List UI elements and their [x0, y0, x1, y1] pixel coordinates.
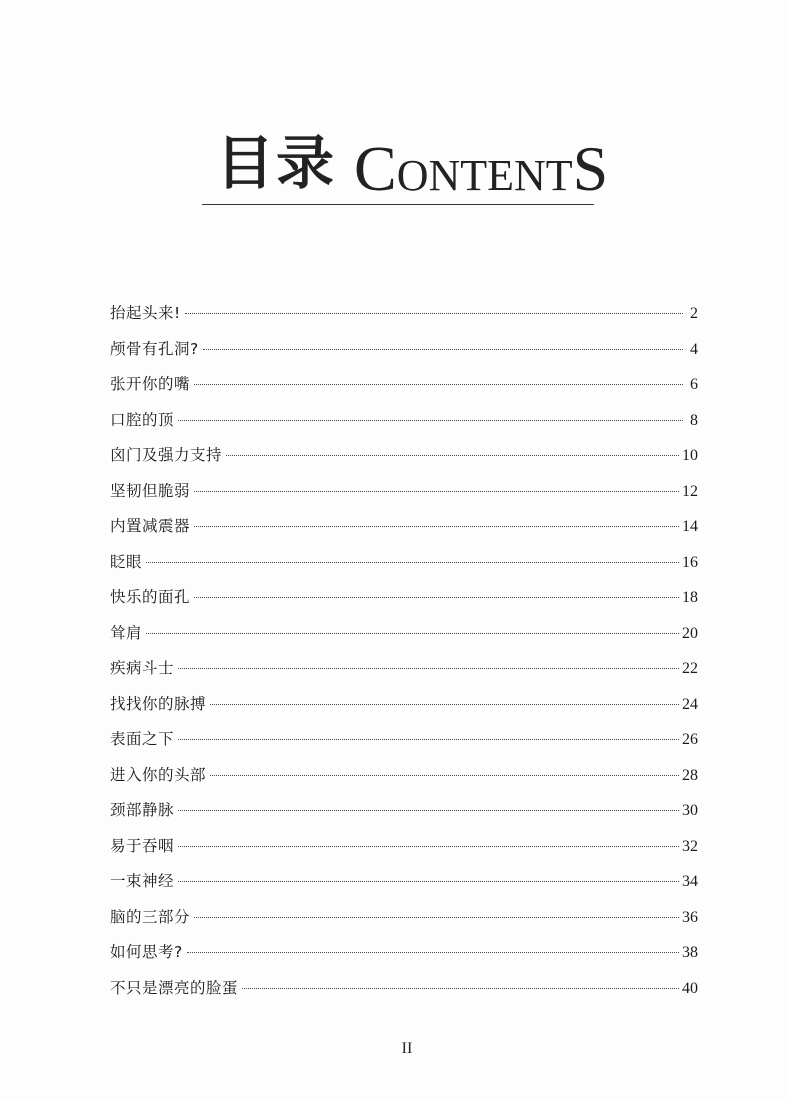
toc-entry[interactable] — [110, 687, 698, 723]
page-title — [208, 128, 609, 208]
toc-entry-page-number: 6 — [690, 376, 698, 393]
toc-entry-page-number: 28 — [682, 766, 698, 784]
toc-entry-page-number: 18 — [682, 589, 698, 606]
dot-leader — [185, 312, 683, 314]
toc-entry-page-number: 34 — [682, 873, 698, 890]
toc-entry[interactable] — [110, 651, 698, 687]
title-english — [354, 134, 608, 211]
toc-entry[interactable] — [110, 864, 698, 900]
toc-entry[interactable] — [110, 758, 698, 794]
toc-entry[interactable] — [110, 367, 698, 403]
dot-leader — [194, 525, 679, 527]
title-underline — [202, 204, 594, 205]
dot-leader — [210, 774, 679, 776]
toc-entry-page-number: 32 — [682, 837, 698, 855]
toc-entry-title: 脑的三部分 — [110, 907, 191, 926]
toc-entry-page-number: 38 — [682, 944, 698, 961]
toc-entry-page-number: 10 — [682, 447, 698, 464]
toc-entry-title: 一束神经 — [110, 872, 175, 890]
toc-entry-page-number: 4 — [690, 340, 698, 358]
toc-entry-title: 易于吞咽 — [110, 836, 175, 855]
toc-entry-title: 颈部静脉 — [110, 801, 175, 819]
toc-entry[interactable] — [110, 580, 698, 616]
toc-entry[interactable] — [110, 722, 698, 758]
toc-entry-page-number: 14 — [682, 518, 698, 535]
table-of-contents — [110, 296, 698, 1006]
toc-entry-page-number: 26 — [682, 731, 698, 748]
toc-entry[interactable] — [110, 296, 698, 332]
toc-entry[interactable] — [110, 438, 698, 474]
toc-entry-title: 疾病斗士 — [110, 659, 175, 677]
toc-entry-title: 如何思考? — [110, 943, 183, 961]
dot-leader — [146, 632, 679, 634]
toc-entry[interactable] — [110, 829, 698, 865]
title-english-middle: ONTENT — [396, 151, 573, 200]
toc-entry[interactable] — [110, 971, 698, 1007]
dot-leader — [187, 951, 679, 953]
dot-leader — [178, 809, 679, 811]
dot-leader — [203, 348, 683, 350]
toc-entry-page-number: 40 — [682, 979, 698, 997]
title-chinese: 目录 — [216, 129, 337, 197]
title-english-final: S — [572, 133, 609, 204]
page-number: II — [401, 1040, 413, 1057]
dot-leader — [194, 916, 679, 918]
dot-leader — [194, 596, 679, 598]
toc-entry-title: 眨眼 — [110, 552, 143, 571]
dot-leader — [178, 845, 679, 847]
toc-entry[interactable] — [110, 793, 698, 829]
toc-entry-title: 快乐的面孔 — [110, 588, 191, 606]
dot-leader — [178, 738, 679, 740]
dot-leader — [146, 561, 679, 563]
toc-entry[interactable] — [110, 935, 698, 971]
toc-entry-page-number: 12 — [682, 482, 698, 500]
toc-entry[interactable] — [110, 474, 698, 510]
toc-entry-page-number: 30 — [682, 802, 698, 819]
dot-leader — [194, 383, 683, 385]
toc-entry-title: 囟门及强力支持 — [110, 446, 223, 464]
toc-entry-title: 口腔的顶 — [110, 410, 175, 429]
toc-entry[interactable] — [110, 509, 698, 545]
dot-leader — [178, 419, 683, 421]
dot-leader — [226, 454, 679, 456]
toc-entry-title: 张开你的嘴 — [110, 375, 191, 393]
toc-entry-title: 找找你的脉搏 — [110, 694, 207, 713]
toc-entry-title: 抬起头来! — [110, 304, 181, 322]
toc-entry-title: 表面之下 — [110, 730, 175, 748]
toc-entry-page-number: 36 — [682, 908, 698, 926]
dot-leader — [178, 667, 679, 669]
toc-entry[interactable] — [110, 332, 698, 368]
dot-leader — [178, 880, 679, 882]
toc-entry-title: 颅骨有孔洞? — [110, 339, 199, 358]
toc-entry[interactable] — [110, 616, 698, 652]
toc-entry-title: 不只是漂亮的脸蛋 — [110, 978, 239, 997]
toc-entry-page-number: 20 — [682, 624, 698, 642]
dot-leader — [210, 703, 679, 705]
toc-entry-title: 坚韧但脆弱 — [110, 481, 191, 500]
toc-entry-title: 进入你的头部 — [110, 765, 207, 784]
toc-entry-title: 耸肩 — [110, 623, 143, 642]
toc-entry-page-number: 24 — [682, 695, 698, 713]
toc-entry-title: 内置减震器 — [110, 517, 191, 535]
toc-entry-page-number: 22 — [682, 660, 698, 677]
title-english-initial: C — [354, 133, 397, 204]
toc-entry-page-number: 16 — [682, 553, 698, 571]
toc-entry[interactable] — [110, 403, 698, 439]
toc-entry-page-number: 2 — [690, 305, 698, 322]
toc-entry-page-number: 8 — [690, 411, 698, 429]
toc-entry[interactable] — [110, 900, 698, 936]
toc-entry[interactable] — [110, 545, 698, 581]
dot-leader — [194, 490, 679, 492]
dot-leader — [242, 987, 679, 989]
